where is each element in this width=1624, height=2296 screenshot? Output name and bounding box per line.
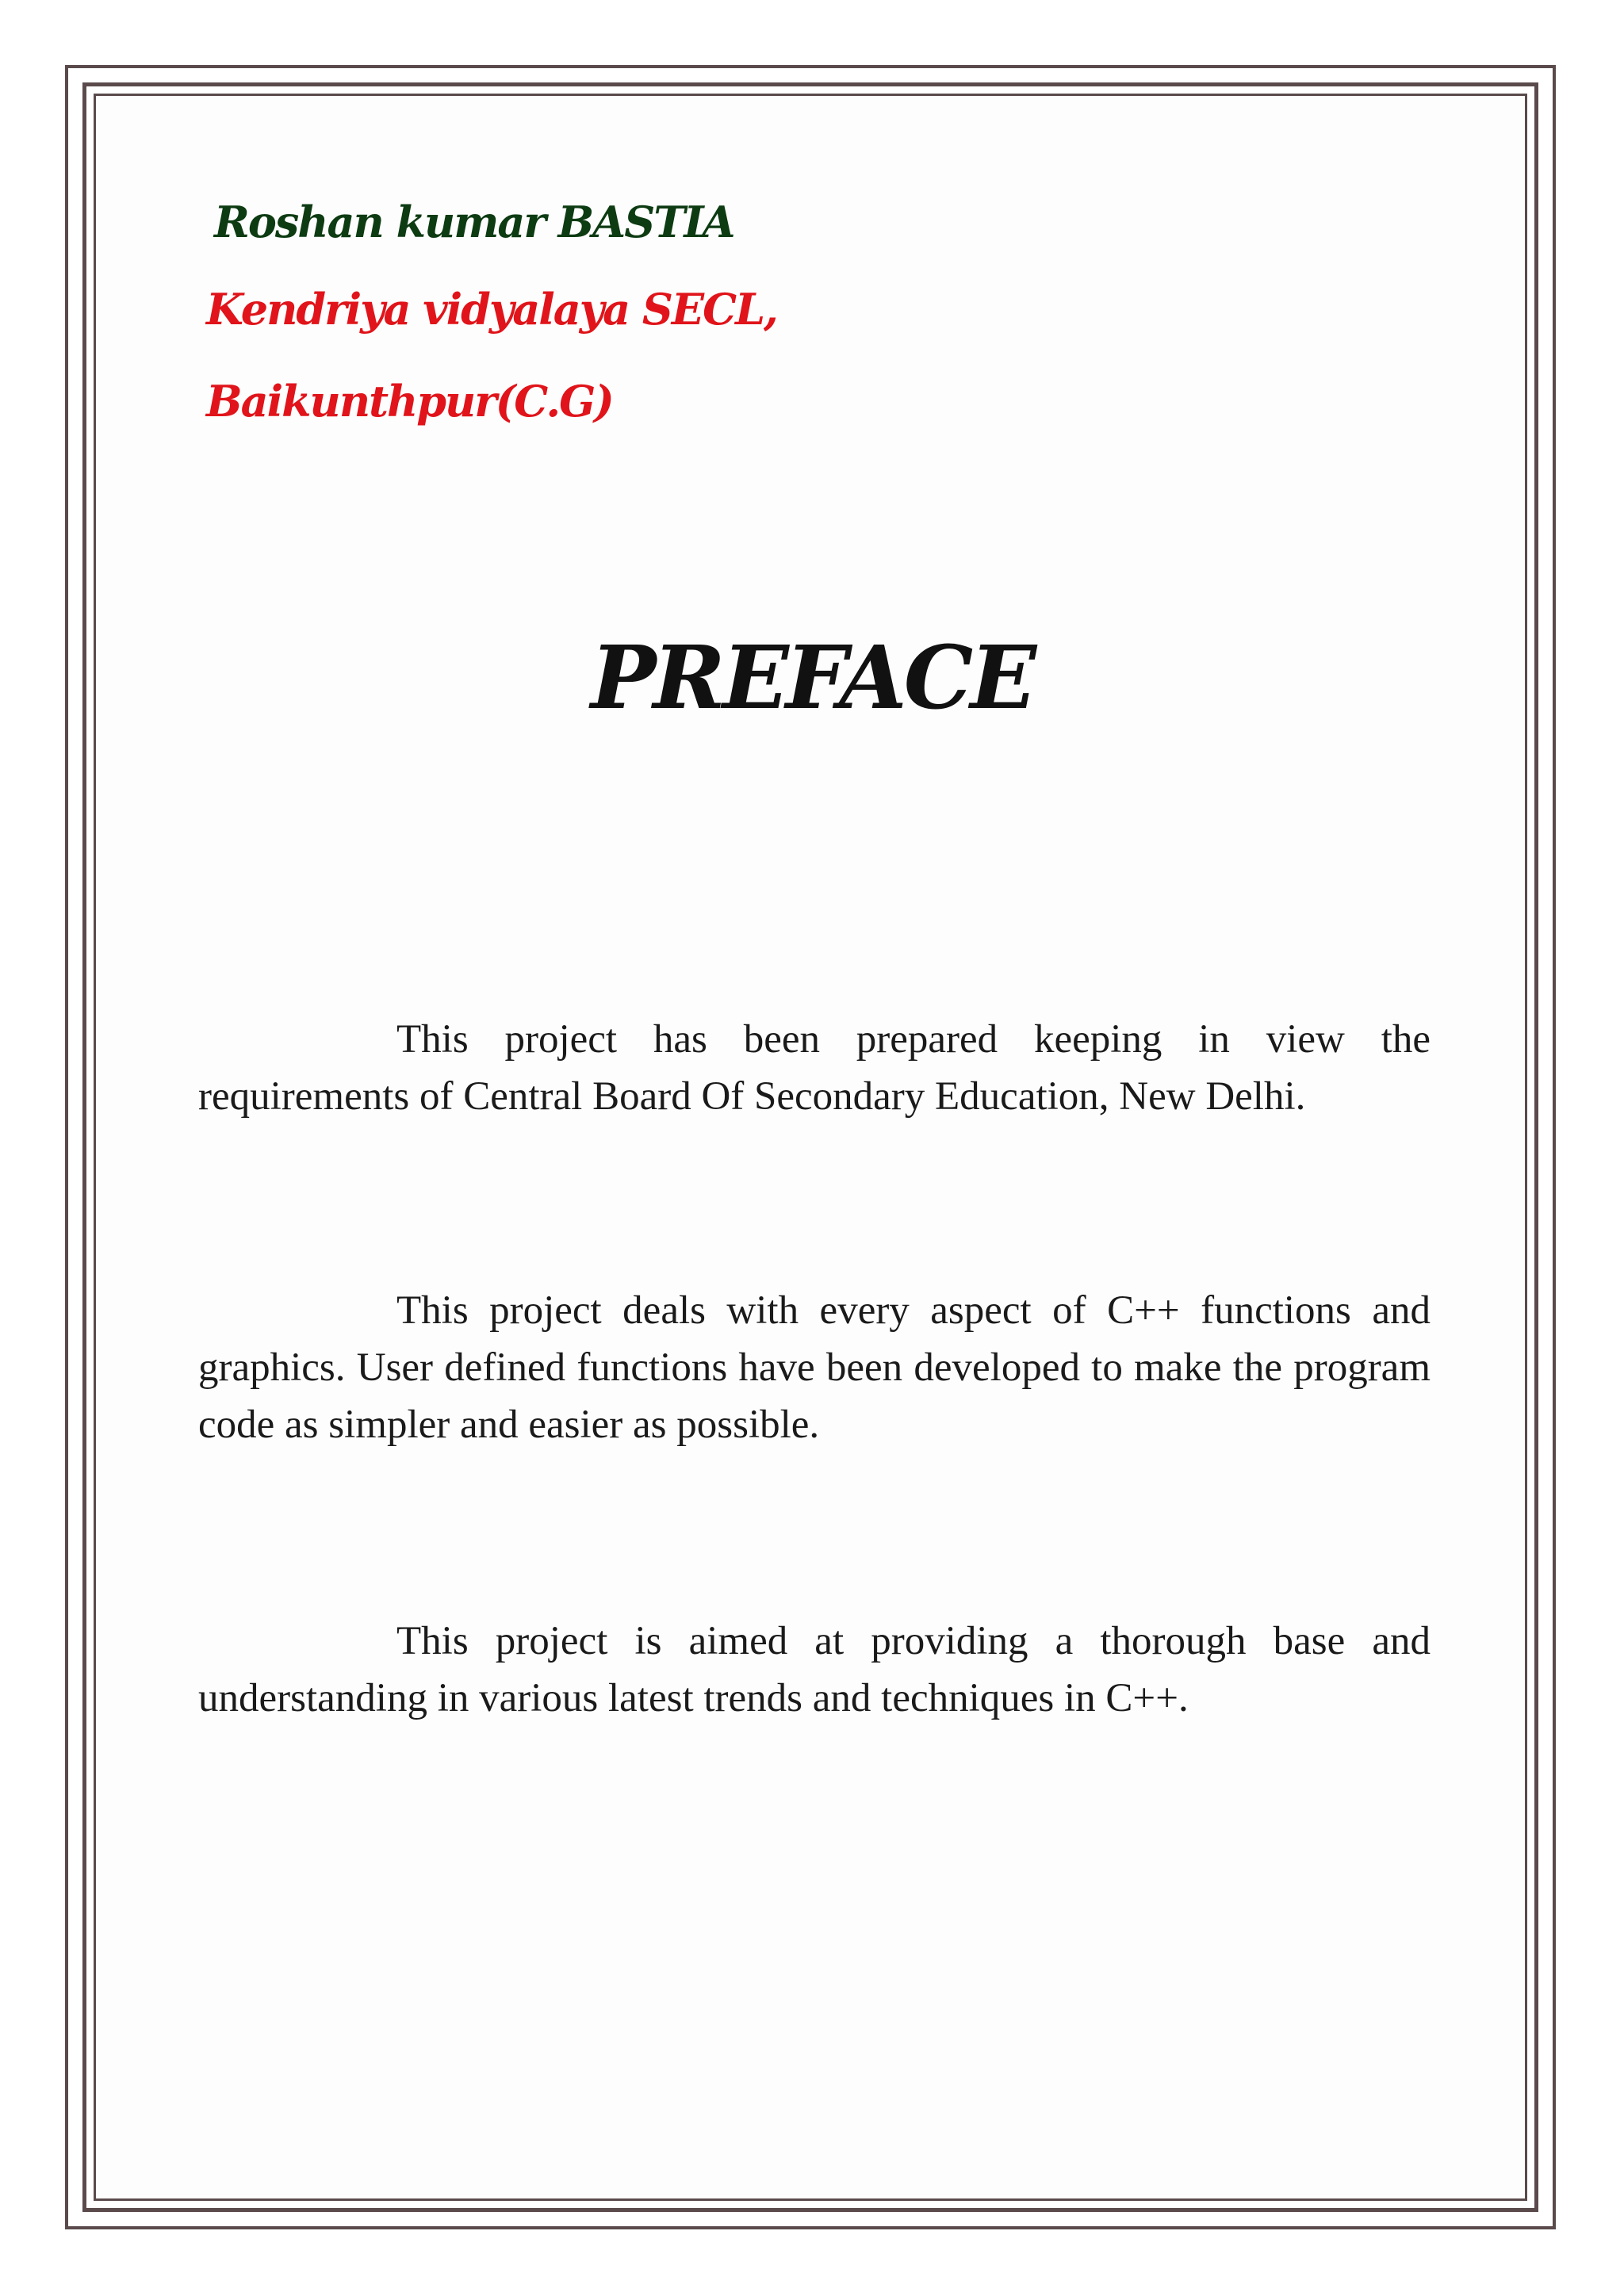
school-location: Baikunthpur(C.G) <box>206 376 613 427</box>
page-title: PREFACE <box>590 626 1034 729</box>
author-name: Roshan kumar BASTIA <box>214 197 734 247</box>
school-name: Kendriya vidyalaya SECL, <box>206 284 777 335</box>
paragraph-2: This project deals with every aspect of C++ functions and graphics. User defined functions have been developed to make the program code as simpler and easier as possible. <box>198 1288 1431 1447</box>
paragraph-3: This project is aimed at providing a thorough base and understanding in various latest trends and techniques in C++. <box>198 1619 1431 1720</box>
paragraph-1: This project has been prepared keeping in view the requirements of Central Board Of Secondary Education, New Delhi. <box>198 1017 1431 1119</box>
